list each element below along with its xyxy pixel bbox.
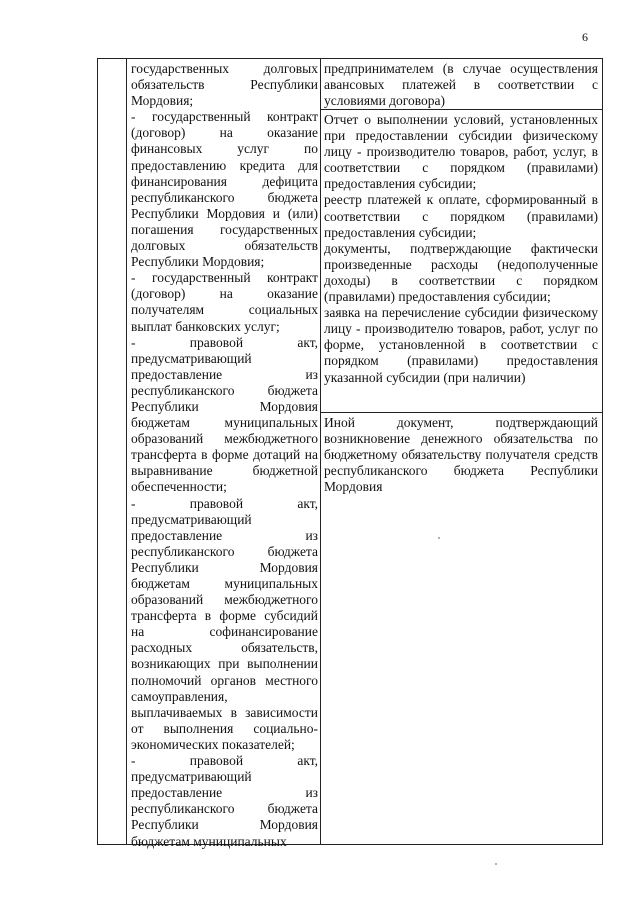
scan-speck xyxy=(438,537,440,539)
page-number: 6 xyxy=(582,30,588,44)
left-paragraph: - правовой акт, предусматривающий предоставление из республиканского бюджета Республики Мордовия бюджетам муниципальных образований межбюджетного трансферта в форме субсидий на софинансирование расходных обязательств, возникающих при выполнении полномочий органов местного самоуправления, выплачиваемых в зависимости от выполнения социально-экономических показателей; xyxy=(131,495,318,752)
right-paragraph: Иной документ, подтверждающий возникновение денежного обязательства по бюджетному обязательству получателя средств республиканского бюджета Республики Мордовия xyxy=(324,415,598,495)
right-paragraph: заявка на перечисление субсидии физическому лицу - производителю товаров, работ, услуг по форме, установленной в соответствии с порядком (правилами) предоставления указанной субсидии (при наличии) xyxy=(324,305,598,385)
scan-speck xyxy=(495,863,497,865)
right-paragraph: Отчет о выполнении условий, установленных при предоставлении субсидии физическому лицу - производителю товаров, работ, услуг, в соответствии с порядком (правилами) предоставления субсидии; xyxy=(324,112,598,192)
left-paragraph: - государственный контракт (договор) на оказание получателям социальных выплат банковских услуг; xyxy=(131,270,318,334)
right-paragraph: реестр платежей к оплате, сформированный в соответствии с порядком (правилами) предоставления субсидии; xyxy=(324,192,598,240)
left-paragraph: - правовой акт, предусматривающий предоставление из республиканского бюджета Республики Мордовия бюджетам муниципальных образований межбюджетного трансферта в форме дотаций на выравнивание бюджетной обеспеченности; xyxy=(131,334,318,495)
right-paragraph: предпринимателем (в случае осуществления авансовых платежей в соответствии с условиями договора) xyxy=(324,61,598,109)
right-cell-divider-2 xyxy=(320,412,602,413)
left-paragraph: государственных долговых обязательств Республики Мордовия; xyxy=(131,61,318,109)
left-paragraph: - правовой акт, предусматривающий предоставление из республиканского бюджета Республики Мордовия бюджетам муниципальных xyxy=(131,753,318,849)
right-paragraph: документы, подтверждающие фактически произведенные расходы (недополученные доходы) в соответствии с порядком (правилами) предоставления субсидии; xyxy=(324,240,598,305)
right-cell-3 xyxy=(324,415,598,495)
left-column-text xyxy=(131,61,318,850)
table-divider-center xyxy=(320,59,321,844)
left-paragraph: - государственный контракт (договор) на оказание финансовых услуг по предоставлению кредита для финансирования дефицита республиканского бюджета Республики Мордовия и (или) погашения государственных долговых обязательств Республики Мордовия; xyxy=(131,109,318,270)
right-cell-1 xyxy=(324,61,598,109)
right-cell-2 xyxy=(324,112,598,386)
table-divider-number-column xyxy=(126,59,127,844)
